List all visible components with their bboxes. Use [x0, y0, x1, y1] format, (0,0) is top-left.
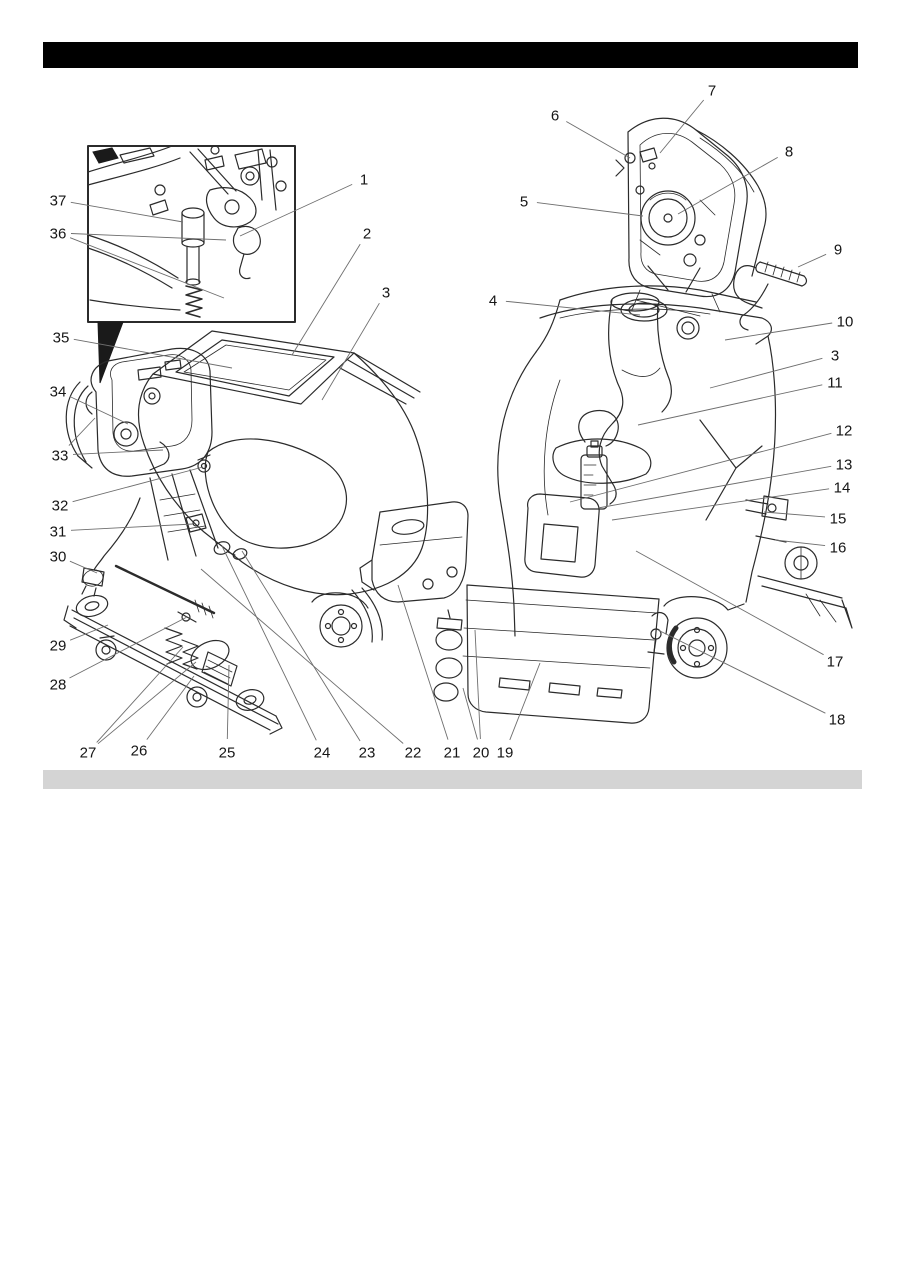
leader-line-27: [98, 662, 196, 744]
leader-line-24: [222, 546, 316, 740]
callout-label-24: 24: [313, 744, 331, 762]
machine-rear-view-drawing: [64, 331, 468, 734]
callout-label-1: 1: [359, 171, 369, 189]
leader-line-20: [463, 688, 478, 740]
callout-label-35: 35: [52, 329, 70, 347]
callout-label-3: 3: [830, 347, 840, 365]
callout-label-26: 26: [130, 742, 148, 760]
callout-label-33: 33: [51, 447, 69, 465]
callout-label-15: 15: [829, 510, 847, 528]
callout-label-17: 17: [826, 653, 844, 671]
machine-front-view-drawing: [434, 118, 852, 723]
callout-label-23: 23: [358, 744, 376, 762]
leader-line-15: [764, 512, 825, 517]
callout-label-12: 12: [835, 422, 853, 440]
callout-label-5: 5: [519, 193, 529, 211]
leader-line-25: [227, 665, 229, 739]
callout-label-14: 14: [833, 479, 851, 497]
callout-label-6: 6: [550, 107, 560, 125]
callout-labels: [50, 82, 854, 761]
callout-label-32: 32: [51, 497, 69, 515]
leader-line-20: [475, 630, 480, 739]
leader-line-32: [73, 467, 203, 502]
leader-line-33: [73, 450, 163, 454]
callout-label-4: 4: [488, 292, 498, 310]
callout-label-34: 34: [49, 383, 67, 401]
leader-line-4: [506, 301, 640, 315]
leader-line-27: [97, 647, 183, 742]
leader-line-26: [147, 676, 194, 740]
callout-label-9: 9: [833, 241, 843, 259]
leader-line-12: [570, 433, 831, 502]
leader-line-1: [240, 184, 352, 236]
leader-line-19: [510, 663, 540, 740]
leader-line-35: [74, 339, 232, 368]
leader-line-21: [398, 585, 448, 740]
leader-line-14: [612, 489, 829, 520]
leader-line-5: [537, 203, 643, 216]
callout-label-10: 10: [836, 313, 854, 331]
callout-label-31: 31: [49, 523, 67, 541]
callout-label-28: 28: [49, 676, 67, 694]
callout-label-29: 29: [49, 637, 67, 655]
callout-label-7: 7: [707, 82, 717, 100]
leader-line-22: [201, 569, 403, 744]
leader-line-9: [798, 254, 826, 267]
callout-label-25: 25: [218, 744, 236, 762]
leader-line-36: [70, 238, 224, 298]
callout-label-11: 11: [827, 374, 843, 392]
callout-label-2: 2: [362, 225, 372, 243]
leader-lines: [69, 100, 832, 744]
leader-line-8: [678, 157, 778, 214]
leader-line-7: [660, 100, 704, 153]
leader-line-11: [638, 385, 822, 425]
leader-line-31: [71, 524, 193, 530]
leader-line-16: [775, 540, 825, 546]
callout-label-22: 22: [404, 744, 422, 762]
leader-line-18: [658, 630, 825, 713]
leader-line-23: [242, 551, 360, 741]
callout-label-21: 21: [443, 744, 461, 762]
callout-label-37: 37: [49, 192, 67, 210]
leader-line-3: [710, 358, 822, 388]
callout-label-18: 18: [828, 711, 846, 729]
callout-label-8: 8: [784, 143, 794, 161]
leader-line-6: [566, 122, 630, 159]
callout-label-3: 3: [381, 284, 391, 302]
callout-label-20: 20: [472, 744, 490, 762]
leader-line-33: [69, 418, 95, 446]
callout-label-36: 36: [49, 225, 67, 243]
leader-line-3: [322, 303, 379, 400]
callout-label-13: 13: [835, 456, 853, 474]
callout-label-19: 19: [496, 744, 514, 762]
callout-label-27: 27: [79, 744, 97, 762]
leader-line-28: [70, 617, 188, 678]
leader-line-2: [292, 244, 360, 355]
callout-label-16: 16: [829, 539, 847, 557]
callout-label-30: 30: [49, 548, 67, 566]
leader-line-13: [598, 466, 831, 508]
leader-line-34: [70, 397, 128, 425]
